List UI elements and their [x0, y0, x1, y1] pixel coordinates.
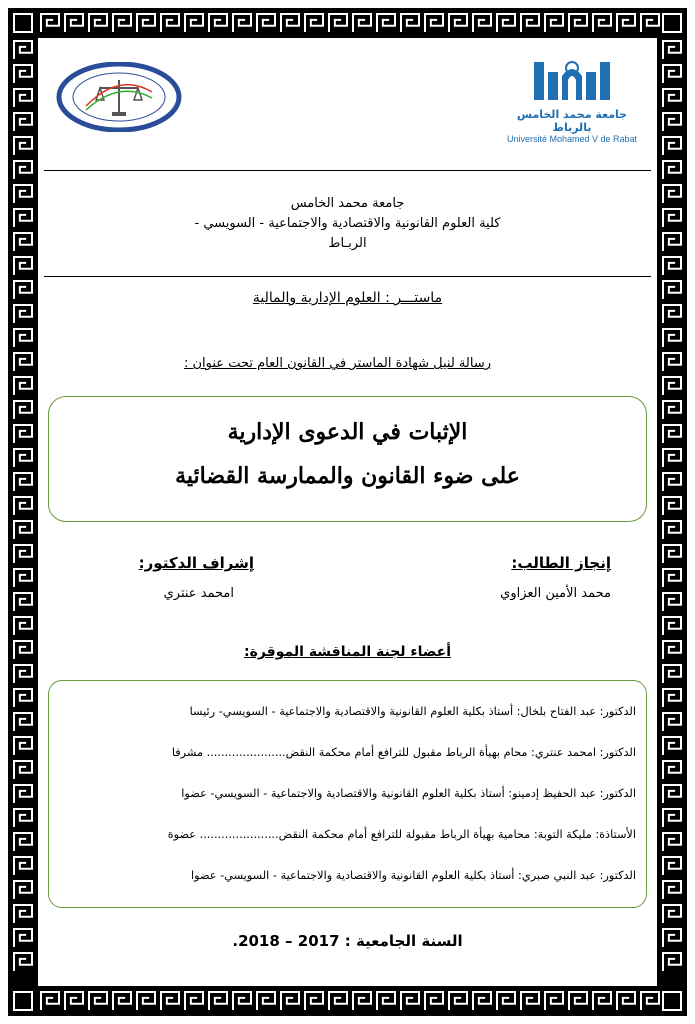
student-block [441, 554, 611, 601]
faculty-line: كلية العلوم القانونية والاقتصادية والاجتماعية - السويسي - [194, 216, 501, 231]
divider-middle [44, 276, 651, 277]
university-name-ar: جامعة محمد الخامس بالرباط [516, 108, 628, 134]
thesis-title-line2: على ضوء القانون والممارسة القضائية [175, 463, 520, 489]
academic-year: السنة الجامعية : 2017 – 2018. [232, 932, 463, 950]
student-name: محمد الأمين العزاوي [500, 586, 611, 601]
committee-member: الدكتور: عبد الحفيظ إدمينو: أستاذ بكلية العلوم القانونية والاقتصادية والاجتماعية - السويسي- عضوا [181, 787, 636, 800]
thesis-title-line1: الإثبات في الدعوى الإدارية [227, 419, 468, 445]
committee-member: الدكتور: عبد النبي صبري: أستاذ بكلية العلوم القانونية والاقتصادية والاجتماعية - السويسي- عضوا [191, 869, 636, 882]
committee-member: الدكتور: عبد الفتاح بلخال: أستاذ بكلية العلوم القانونية والاقتصادية والاجتماعية - السويسي- رئيسا [189, 705, 636, 718]
master-program: ماستـــر : العلوم الإدارية والمالية [252, 290, 443, 306]
city-line: الربـاط [328, 236, 367, 251]
faculty-logo [56, 62, 182, 132]
committee-member: الأستاذة: مليكة التوبة: محامية بهيأة الرباط مقبولة للترافع أمام محكمة النقض...................... عضوة [167, 828, 636, 841]
supervisor-name: امحمد عنتري [163, 586, 234, 601]
university-name-fr: Université Mohamed V de Rabat [506, 134, 638, 144]
supervisor-label: إشراف الدكتور: [138, 554, 254, 572]
thesis-intro: رسالة لنيل شهادة الماستر في القانون العام تحت عنوان : [184, 356, 491, 371]
divider-top [44, 170, 651, 171]
university-line: جامعة محمد الخامس [290, 196, 405, 211]
page-content [44, 44, 651, 980]
committee-title: أعضاء لجنة المناقشة الموقرة: [243, 644, 452, 660]
committee-box [48, 680, 647, 908]
committee-member: الدكتور: امحمد عنتري: محام بهيأة الرباط مقبول للترافع أمام محكمة النقض...................... مشرفا [171, 746, 636, 759]
university-emblem-icon [532, 58, 612, 104]
university-logo [497, 58, 647, 142]
supervisor-block [84, 554, 254, 601]
title-box [48, 396, 647, 522]
student-label: إنجاز الطالب: [511, 554, 611, 572]
